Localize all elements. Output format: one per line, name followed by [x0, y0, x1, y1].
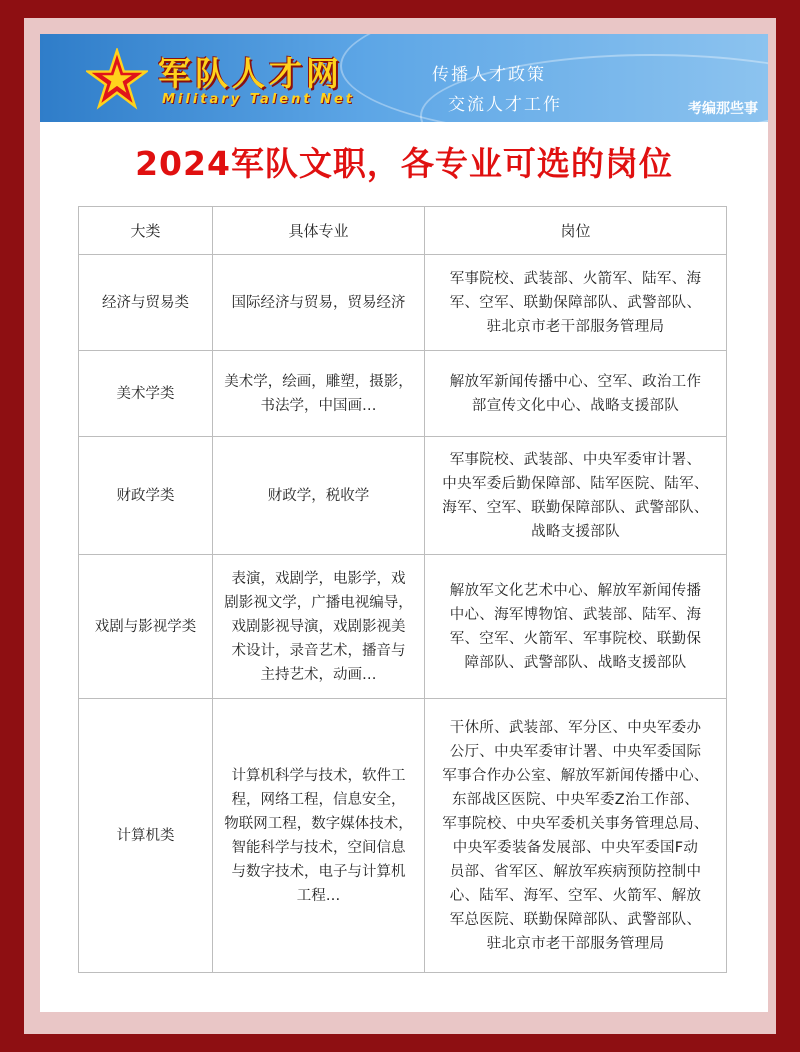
slogan-line-2: 交流人才工作 — [448, 95, 562, 115]
logo-subtitle: Military Talent Net — [162, 92, 355, 107]
table-row — [79, 555, 727, 699]
majors-cell: 国际经济与贸易，贸易经济 — [213, 255, 425, 351]
category-cell: 美术学类 — [79, 351, 213, 437]
header-majors: 具体专业 — [213, 207, 425, 255]
positions-cell: 解放军文化艺术中心、解放军新闻传播 中心、海军博物馆、武装部、陆军、海 军、空军、火箭军、军事院校、联勤保 障部队、武警部队、战略支援部队 — [425, 555, 727, 699]
category-cell: 经济与贸易类 — [79, 255, 213, 351]
category-cell: 戏剧与影视学类 — [79, 555, 213, 699]
slogan-line-1: 传播人才政策 — [432, 65, 546, 85]
table-row — [79, 699, 727, 973]
table-row — [79, 437, 727, 555]
header-banner — [40, 34, 768, 122]
positions-cell: 解放军新闻传播中心、空军、政治工作 部宣传文化中心、战略支援部队 — [425, 351, 727, 437]
positions-cell: 军事院校、武装部、火箭军、陆军、海 军、空军、联勤保障部队、武警部队、 驻北京市老干部服务管理局 — [425, 255, 727, 351]
content-card — [40, 34, 768, 1012]
category-cell: 财政学类 — [79, 437, 213, 555]
table-row — [79, 351, 727, 437]
majors-cell: 表演，戏剧学，电影学，戏 剧影视文学，广播电视编导， 戏剧影视导演，戏剧影视美 术设计，录音艺术，播音与 主持艺术，动画… — [213, 555, 425, 699]
majors-cell: 计算机科学与技术，软件工 程，网络工程，信息安全， 物联网工程，数字媒体技术， 智能科学与技术，空间信息 与数字技术，电子与计算机 工程… — [213, 699, 425, 973]
red-star-icon — [86, 48, 148, 110]
positions-table — [78, 206, 727, 973]
positions-cell: 军事院校、武装部、中央军委审计署、 中央军委后勤保障部、陆军医院、陆军、 海军、空军、联勤保障部队、武警部队、 战略支援部队 — [425, 437, 727, 555]
majors-cell: 财政学，税收学 — [213, 437, 425, 555]
watermark: 考编那些事 — [688, 101, 758, 117]
table-row — [79, 255, 727, 351]
majors-cell: 美术学，绘画，雕塑，摄影， 书法学，中国画… — [213, 351, 425, 437]
category-cell: 计算机类 — [79, 699, 213, 973]
header-positions: 岗位 — [425, 207, 727, 255]
page-title: 2024军队文职，各专业可选的岗位 — [135, 144, 673, 183]
table-header-row — [79, 207, 727, 255]
logo-text: 军队人才网 — [158, 54, 343, 93]
header-category: 大类 — [79, 207, 213, 255]
positions-cell: 干休所、武装部、军分区、中央军委办 公厅、中央军委审计署、中央军委国际 军事合作办公室、解放军新闻传播中心、 东部战区医院、中央军委Z治工作部、 军事院校、中央军委机关事务管理总局、 中央军委装备发展部、中央军委国F动 员部、省军区、解放军疾病预防控制中 心、陆军、海军、空军、火箭军、解放 军总医院、联勤保障部队、武警部队、 驻北京市老干部服务管理局 — [425, 699, 727, 973]
